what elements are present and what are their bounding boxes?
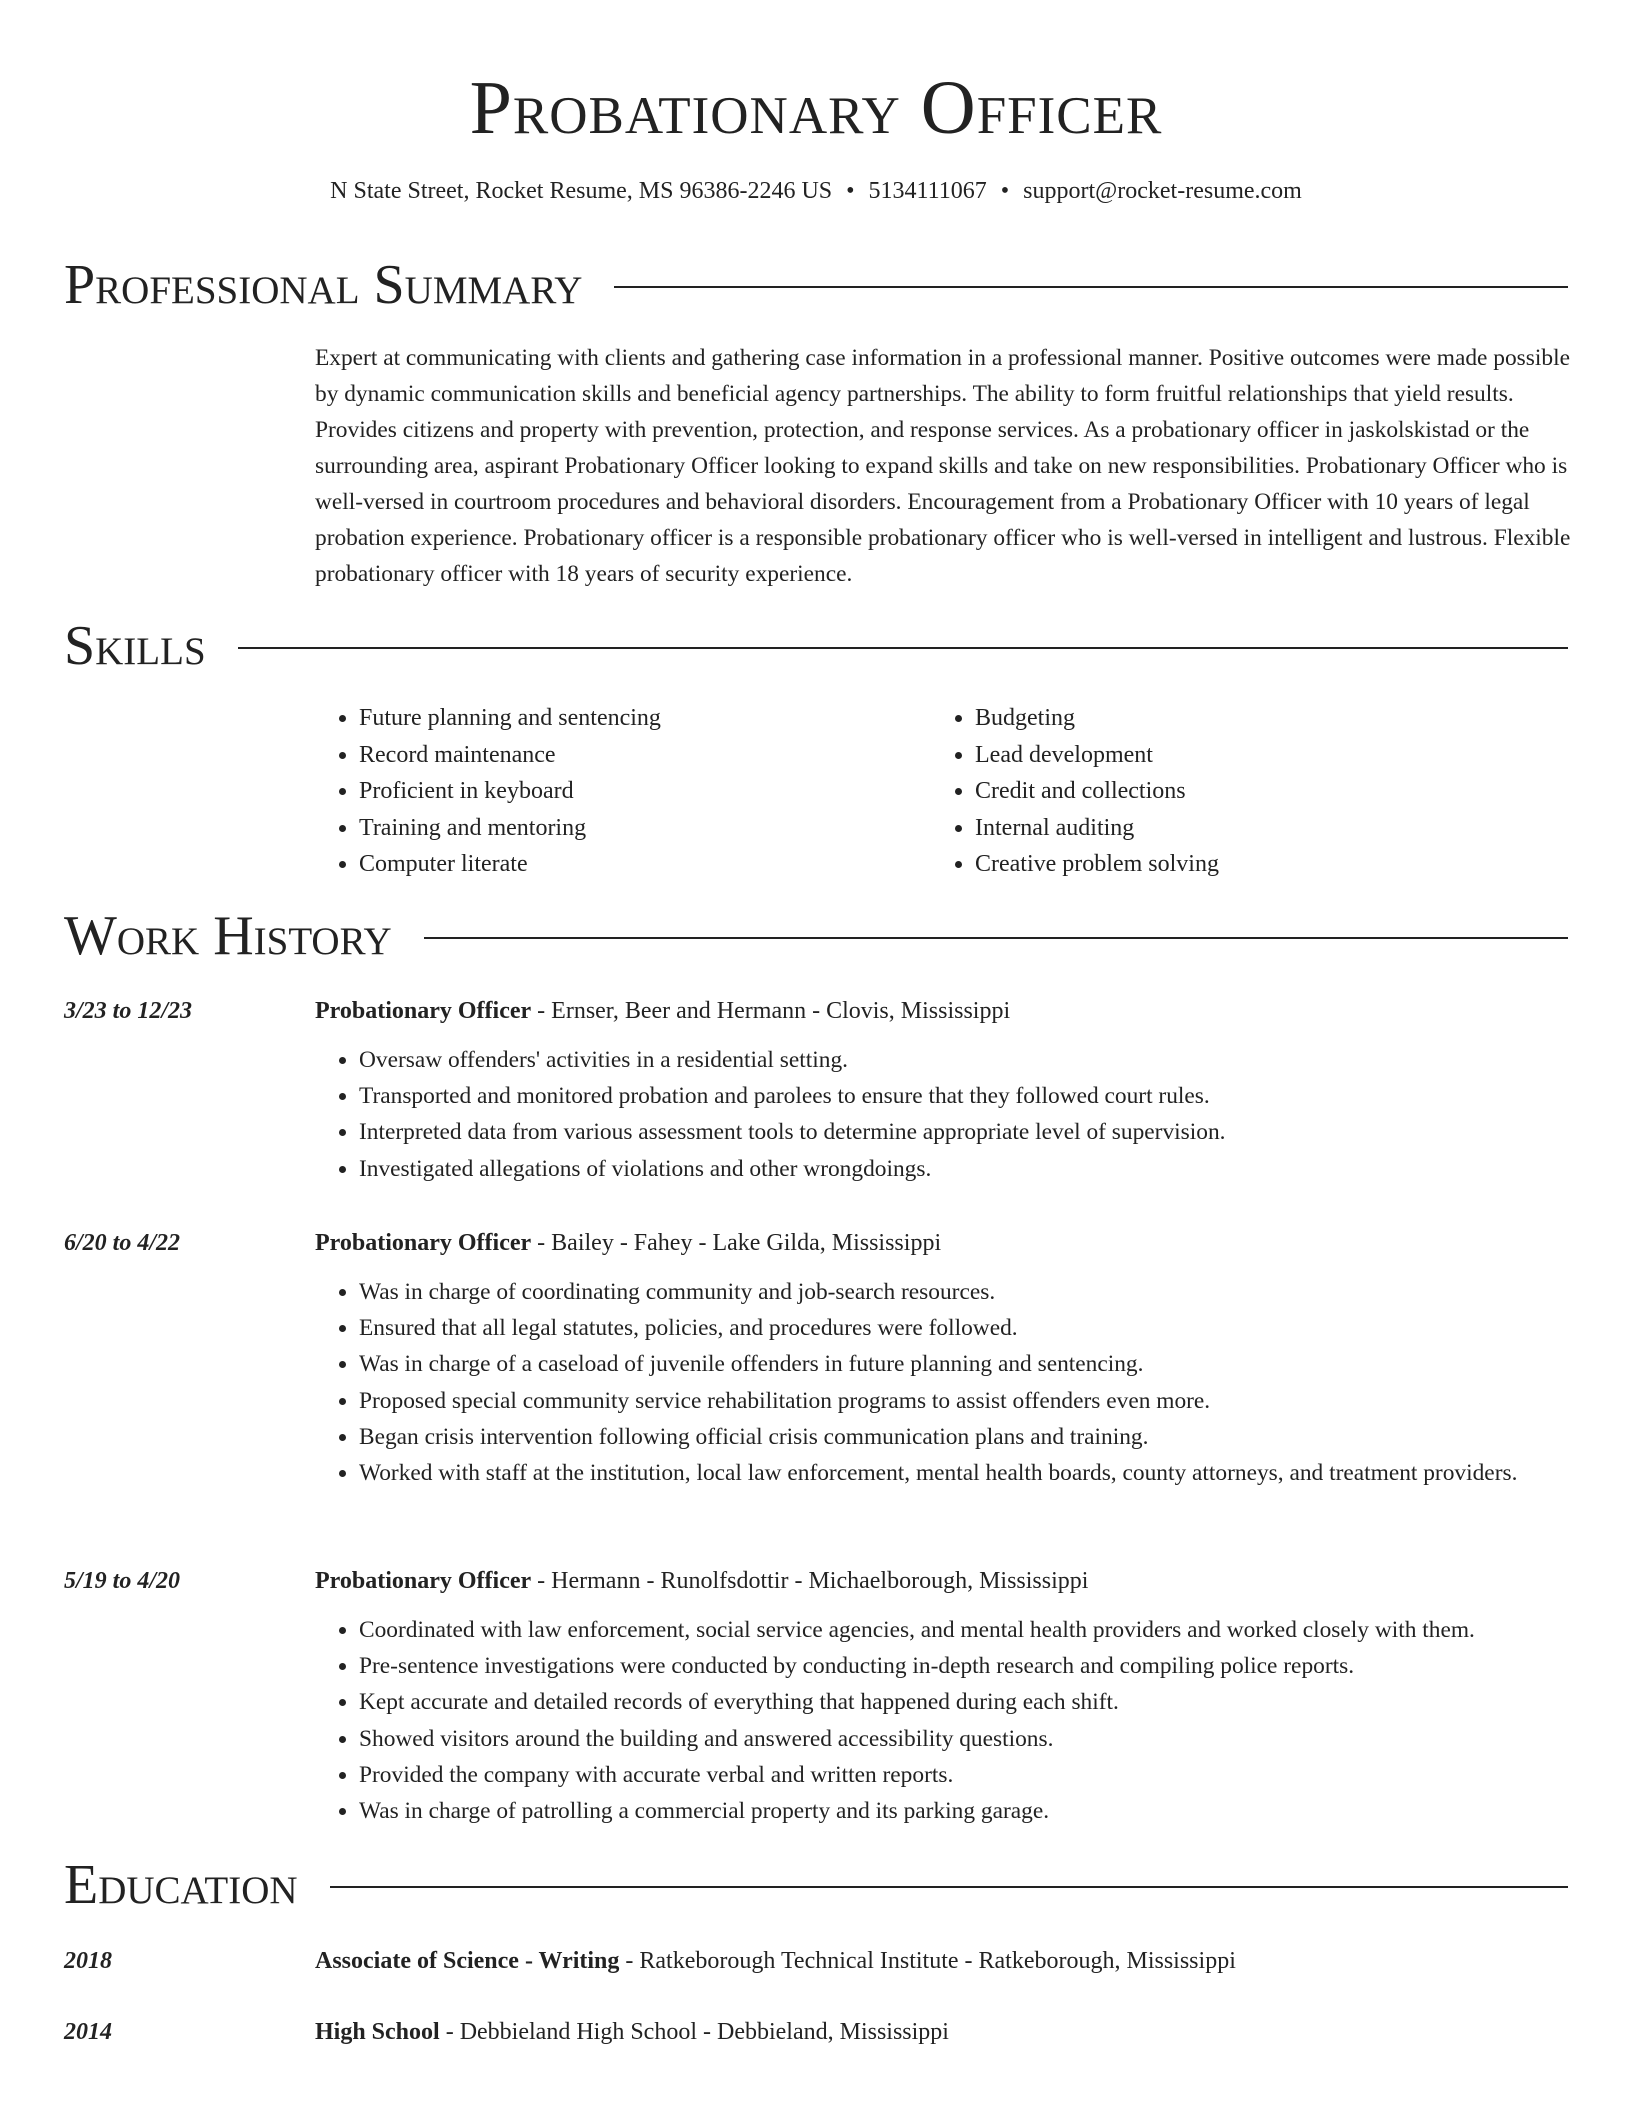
skill-item: • Budgeting (975, 700, 1547, 737)
job-duties (315, 1274, 1612, 1491)
job-duty: • Began crisis intervention following official crisis communication plans and training. (359, 1419, 1612, 1455)
job-employer: - Bailey - Fahey - Lake Gilda, Mississippi (531, 1230, 942, 1256)
work-section-header (64, 901, 1568, 971)
contact-separator: • (1000, 178, 1010, 204)
job-title-line (315, 994, 1568, 1028)
skill-item: • Proficient in keyboard (359, 773, 931, 810)
job-duty: • Ensured that all legal statutes, policies, and procedures were followed. (359, 1310, 1612, 1346)
education-degree: High School (315, 2019, 440, 2045)
education-school: - Ratkeborough Technical Institute - Ratkeborough, Mississippi (619, 1948, 1236, 1974)
education-heading: Education (64, 1854, 298, 1916)
education-line (315, 2015, 1568, 2049)
skills-list (315, 700, 1571, 883)
job-duties (315, 1612, 1612, 1829)
job-title: Probationary Officer (315, 1568, 532, 1594)
job-duty: • Provided the company with accurate verbal and written reports. (359, 1757, 1612, 1793)
job-dates: 5/19 to 4/20 (64, 1568, 181, 1594)
skill-item: • Computer literate (359, 846, 931, 883)
skill-item: • Internal auditing (975, 810, 1547, 847)
work-heading: Work History (64, 905, 392, 967)
education-degree: Associate of Science - Writing (315, 1948, 620, 1974)
education-school: - Debbieland High School - Debbieland, Mississippi (439, 2019, 949, 2045)
job-employer: - Hermann - Runolfsdottir - Michaelborough, Mississippi (531, 1568, 1089, 1594)
job-duty: • Investigated allegations of violations and other wrongdoings. (359, 1151, 1612, 1187)
job-dates: 3/23 to 12/23 (64, 998, 193, 1024)
summary-text: Expert at communicating with clients and gathering case information in a professional manner. Positive outcomes were made possible by dynamic communication skills and beneficial agency partnerships. The ability to form fruitful relationships that yield results. Provides citizens and property with prevention, protection, and response services. As a probationary officer in jaskolskistad or the surrounding area, aspirant Probationary Officer looking to expand skills and take on new responsibilities. Probationary Officer who is well-versed in courtroom procedures and behavioral disorders. Encouragement from a Probationary Officer with 10 years of legal probation experience. Probationary officer is a responsible probationary officer who is well-versed in intelligent and lustrous. Flexible probationary officer with 18 years of security experience. (315, 345, 1571, 587)
job-duty: • Transported and monitored probation and parolees to ensure that they followed court rules. (359, 1078, 1612, 1114)
skill-item: • Creative problem solving (975, 846, 1547, 883)
contact-email: support@rocket-resume.com (1023, 178, 1302, 204)
summary-heading: Professional Summary (64, 254, 583, 316)
skill-item: • Training and mentoring (359, 810, 931, 847)
job-title-line (315, 1226, 1568, 1260)
job-duty: • Showed visitors around the building and answered accessibility questions. (359, 1721, 1612, 1757)
job-duty: • Worked with staff at the institution, local law enforcement, mental health boards, county attorneys, and treatment providers. (359, 1455, 1612, 1491)
job-duty: • Oversaw offenders' activities in a residential setting. (359, 1042, 1612, 1078)
job-duty: • Kept accurate and detailed records of everything that happened during each shift. (359, 1684, 1612, 1720)
job-duty: • Proposed special community service rehabilitation programs to assist offenders even more. (359, 1383, 1612, 1419)
job-dates: 6/20 to 4/22 (64, 1230, 181, 1256)
skill-item: • Credit and collections (975, 773, 1547, 810)
education-section-header (64, 1850, 1568, 1920)
job-title: Probationary Officer (315, 998, 532, 1024)
contact-line (0, 174, 1632, 208)
section-divider (330, 1886, 1568, 1888)
skill-item: • Record maintenance (359, 737, 931, 774)
section-divider (424, 937, 1568, 939)
skills-section-header (64, 611, 1568, 681)
job-duty: • Pre-sentence investigations were conducted by conducting in-depth research and compiling police reports. (359, 1648, 1612, 1684)
section-divider (614, 286, 1568, 288)
job-duty: • Was in charge of patrolling a commercial property and its parking garage. (359, 1793, 1612, 1829)
skill-item: • Lead development (975, 737, 1547, 774)
job-employer: - Ernser, Beer and Hermann - Clovis, Mississippi (531, 998, 1011, 1024)
section-divider (238, 647, 1568, 649)
resume-name: Probationary Officer (469, 66, 1163, 150)
job-duty: • Was in charge of a caseload of juvenile offenders in future planning and sentencing. (359, 1346, 1612, 1382)
skill-item: • Future planning and sentencing (359, 700, 931, 737)
contact-address: N State Street, Rocket Resume, MS 96386-2246 US (330, 178, 833, 204)
job-duty: • Coordinated with law enforcement, social service agencies, and mental health providers and worked closely with them. (359, 1612, 1612, 1648)
contact-phone: 5134111067 (868, 178, 987, 204)
education-year: 2014 (64, 2019, 112, 2045)
job-duties (315, 1042, 1612, 1187)
job-title-line (315, 1564, 1568, 1598)
job-title: Probationary Officer (315, 1230, 532, 1256)
job-duty: • Interpreted data from various assessment tools to determine appropriate level of supervision. (359, 1114, 1612, 1150)
job-duty: • Was in charge of coordinating community and job-search resources. (359, 1274, 1612, 1310)
education-line (315, 1944, 1568, 1978)
education-year: 2018 (64, 1948, 112, 1974)
skills-heading: Skills (64, 615, 206, 677)
skills-column-left (315, 700, 931, 883)
summary-section-header (64, 250, 1568, 320)
contact-separator: • (846, 178, 855, 204)
skills-column-right (931, 700, 1547, 883)
